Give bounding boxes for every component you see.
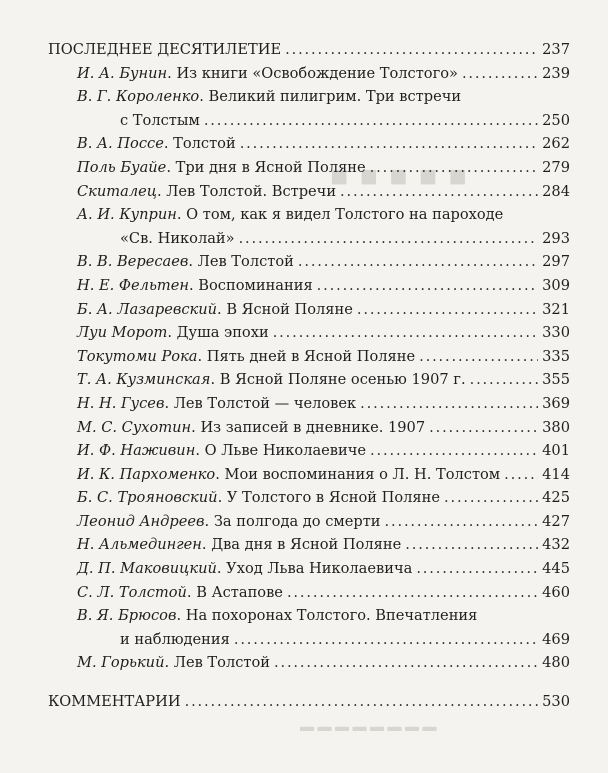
page-number: 425 xyxy=(542,489,570,507)
toc-section-heading-comments xyxy=(48,690,570,714)
entry-title: Пять дней в Ясной Поляне xyxy=(206,347,416,365)
toc-entry-line xyxy=(48,85,570,109)
entry-title-continued: с Толстым xyxy=(120,111,200,129)
entry-author: Токутоми Рока xyxy=(77,347,198,365)
toc-entry xyxy=(48,250,570,274)
leader-dots xyxy=(462,62,538,86)
section-title: КОММЕНТАРИИ xyxy=(48,693,181,711)
separator: . xyxy=(204,512,214,530)
bleed-through-decoration-2: ▬ ▬ ▬ ▬ ▬ ▬ ▬ ▬ xyxy=(300,720,437,735)
entry-author: М. Горький xyxy=(77,654,165,672)
leader-dots xyxy=(317,274,538,298)
toc-entry xyxy=(48,180,570,204)
toc-entry xyxy=(48,156,570,180)
toc-entry xyxy=(48,651,570,675)
separator: . xyxy=(216,560,227,578)
entry-author: Т. А. Кузминская xyxy=(77,371,211,389)
leader-dots xyxy=(470,368,539,392)
separator: . xyxy=(186,583,197,601)
page-number: 237 xyxy=(542,41,570,58)
separator: . xyxy=(191,418,201,436)
bleed-through-decoration: ■ ■ ■ ■ ■ xyxy=(330,160,469,193)
toc-entry xyxy=(48,392,570,416)
toc-entry xyxy=(48,486,570,510)
leader-dots xyxy=(274,651,538,675)
leader-dots xyxy=(419,345,538,369)
toc-entry xyxy=(48,439,570,463)
leader-dots xyxy=(429,416,538,440)
page-number: 335 xyxy=(542,347,570,365)
page-number: 460 xyxy=(542,583,570,601)
page-number: 427 xyxy=(542,512,570,530)
entry-title: В Ясной Поляне xyxy=(226,300,353,318)
toc-entry-line xyxy=(48,203,570,227)
toc-entry xyxy=(48,298,570,322)
toc-entry xyxy=(48,62,570,86)
entry-title: Уход Льва Николаевича xyxy=(226,560,413,578)
page-number: 369 xyxy=(542,394,570,412)
entry-title: Лев Толстой xyxy=(197,253,294,271)
entry-author: А. И. Куприн xyxy=(77,206,177,224)
entry-title: Душа эпохи xyxy=(176,324,269,342)
leader-dots xyxy=(298,250,538,274)
entry-title: Мои воспоминания о Л. Н. Толстом xyxy=(224,465,501,483)
leader-dots xyxy=(416,557,538,581)
entry-author: В. Г. Короленко xyxy=(77,88,200,106)
entry-title: Воспоминания xyxy=(198,276,313,294)
entry-author: Д. П. Маковицкий xyxy=(77,560,217,578)
separator: . xyxy=(210,371,220,389)
toc-section-heading xyxy=(48,38,570,62)
separator: . xyxy=(156,182,167,200)
leader-dots xyxy=(204,109,538,133)
toc-entry xyxy=(48,416,570,440)
leader-dots xyxy=(185,690,539,714)
entry-title: На похоронах Толстого. Впечатления xyxy=(185,607,478,625)
page-number: 480 xyxy=(542,654,570,672)
page-number: 239 xyxy=(542,64,570,82)
separator: . xyxy=(163,135,174,153)
entry-title-continued: «Св. Николай» xyxy=(120,229,235,247)
separator: . xyxy=(201,536,212,554)
leader-dots xyxy=(287,581,538,605)
entry-title: Лев Толстой — человек xyxy=(173,394,357,412)
separator: . xyxy=(189,276,199,294)
entry-title: В Ясной Поляне осенью 1907 г. xyxy=(219,371,466,389)
toc-entry xyxy=(48,463,570,487)
page-number: 380 xyxy=(542,418,570,436)
entry-author: И. К. Пархоменко xyxy=(77,465,216,483)
separator: . xyxy=(188,253,198,271)
entry-author: Н. Е. Фельтен xyxy=(77,276,190,294)
leader-dots xyxy=(504,463,538,487)
entry-title: Лев Толстой. Встречи xyxy=(166,182,337,200)
page-number: 355 xyxy=(542,371,570,389)
page-number: 321 xyxy=(542,300,570,318)
page-number: 250 xyxy=(542,111,570,129)
toc-entry-line xyxy=(48,604,570,628)
separator: . xyxy=(195,442,205,460)
separator: . xyxy=(166,158,176,176)
separator: . xyxy=(217,489,227,507)
toc-entry xyxy=(48,581,570,605)
leader-dots xyxy=(273,321,538,345)
entry-author: С. Л. Толстой xyxy=(77,583,187,601)
leader-dots xyxy=(370,156,538,180)
table-of-contents xyxy=(48,38,570,714)
toc-entries xyxy=(48,62,570,675)
entry-title: Из книги «Освобождение Толстого» xyxy=(176,64,458,82)
separator: . xyxy=(176,206,187,224)
page-number: 297 xyxy=(542,253,570,271)
entry-title: У Толстого в Ясной Поляне xyxy=(226,489,440,507)
page-number: 293 xyxy=(542,229,570,247)
toc-entry xyxy=(48,533,570,557)
entry-author: Леонид Андреев xyxy=(77,512,205,530)
leader-dots xyxy=(370,439,538,463)
separator: . xyxy=(164,654,174,672)
page-number: 284 xyxy=(542,182,570,200)
separator: . xyxy=(167,64,177,82)
page-number: 330 xyxy=(542,324,570,342)
entry-title: Из записей в дневнике. 1907 xyxy=(200,418,426,436)
separator: . xyxy=(215,465,225,483)
toc-entry xyxy=(48,274,570,298)
entry-author: М. С. Сухотин xyxy=(77,418,192,436)
toc-entry xyxy=(48,557,570,581)
entry-title: Три дня в Ясной Поляне xyxy=(175,158,366,176)
entry-title: Два дня в Ясной Поляне xyxy=(211,536,402,554)
toc-entry xyxy=(48,510,570,534)
entry-title: Лев Толстой xyxy=(173,654,270,672)
leader-dots xyxy=(357,298,538,322)
separator: . xyxy=(199,88,209,106)
leader-dots xyxy=(405,533,538,557)
separator: . xyxy=(217,300,227,318)
leader-dots xyxy=(239,227,539,251)
toc-entry xyxy=(48,368,570,392)
leader-dots xyxy=(234,628,538,652)
separator: . xyxy=(167,324,177,342)
entry-title: Толстой xyxy=(173,135,236,153)
leader-dots xyxy=(360,392,538,416)
entry-author: Б. С. Трояновский xyxy=(77,489,218,507)
entry-author: Скиталец xyxy=(77,182,157,200)
entry-author: Б. А. Лазаревский xyxy=(77,300,218,318)
spacer xyxy=(48,675,570,690)
page-number: 432 xyxy=(542,536,570,554)
entry-author: В. А. Поссе xyxy=(77,135,164,153)
leader-dots xyxy=(444,486,538,510)
entry-title: Великий пилигрим. Три встречи xyxy=(208,88,462,106)
leader-dots xyxy=(385,510,539,534)
toc-entry-continuation xyxy=(48,628,570,652)
entry-title: О Льве Николаевиче xyxy=(204,442,367,460)
page-number: 414 xyxy=(542,465,570,483)
page-number: 309 xyxy=(542,276,570,294)
toc-entry xyxy=(48,321,570,345)
separator: . xyxy=(176,607,186,625)
page-number: 279 xyxy=(542,158,570,176)
separator: . xyxy=(197,347,207,365)
entry-author: Н. Н. Гусев xyxy=(77,394,165,412)
toc-entry-continuation xyxy=(48,227,570,251)
page-number: 469 xyxy=(542,630,570,648)
page-number: 530 xyxy=(542,693,570,711)
entry-title: В Астапове xyxy=(196,583,283,601)
section-title: ПОСЛЕДНЕЕ ДЕСЯТИЛЕТИЕ xyxy=(48,41,282,58)
entry-author: И. А. Бунин xyxy=(77,64,168,82)
entry-author: Н. Альмединген xyxy=(77,536,202,554)
entry-author: В. Я. Брюсов xyxy=(77,607,177,625)
page-number: 262 xyxy=(542,135,570,153)
page-number: 445 xyxy=(542,560,570,578)
page-number: 401 xyxy=(542,442,570,460)
toc-entry-continuation xyxy=(48,109,570,133)
leader-dots xyxy=(285,38,538,62)
separator: . xyxy=(164,394,174,412)
entry-author: Луи Морот xyxy=(77,324,168,342)
leader-dots xyxy=(340,180,538,204)
toc-entry xyxy=(48,345,570,369)
entry-author: В. В. Вересаев xyxy=(77,253,189,271)
entry-author: Поль Буайе xyxy=(77,158,167,176)
entry-title: За полгода до смерти xyxy=(213,512,381,530)
leader-dots xyxy=(240,132,538,156)
entry-title-continued: и наблюдения xyxy=(120,630,230,648)
entry-author: И. Ф. Наживин xyxy=(77,442,196,460)
toc-entry xyxy=(48,132,570,156)
entry-title: О том, как я видел Толстого на пароходе xyxy=(186,206,504,224)
